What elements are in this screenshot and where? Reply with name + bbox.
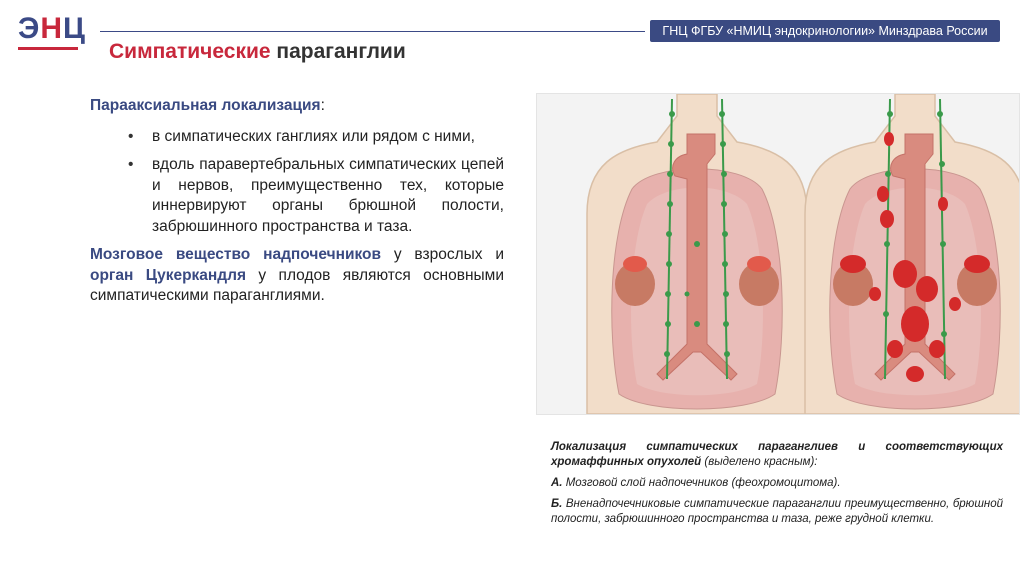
torso-a: [587, 94, 807, 414]
institution-banner: ГНЦ ФГБУ «НМИЦ эндокринологии» Минздрава России: [650, 20, 1000, 42]
header-divider: [100, 31, 645, 32]
torso-b: [805, 94, 1019, 414]
list-item: • вдоль паравертебральных симпатических цепей и нервов, преимущественно тех, которые иннервируют органы брюшной полости, забрюшинного пространства и таза.: [152, 155, 504, 237]
figure-caption: [551, 440, 1003, 533]
logo: ЭНЦ: [18, 12, 86, 45]
main-text: [90, 96, 504, 307]
logo-underline: [18, 47, 78, 50]
caption-b: Б. Вненадпочечниковые симпатические параганглии преимущественно, брюшной полости, забрюшинного пространства и таза, реже грудной клетки.: [551, 498, 1003, 525]
bullet-list: [90, 127, 504, 238]
anatomy-illustration: [537, 94, 1019, 414]
caption-a: А. Мозговой слой надпочечников (феохромоцитома).: [551, 477, 841, 489]
caption-title: Локализация симпатических параганглиев и соответствующих хромаффинных опухолей (выделено красным):: [551, 441, 1003, 468]
list-item: • в симпатических ганглиях или рядом с ними,: [152, 127, 504, 148]
anatomy-figure: [536, 93, 1020, 415]
paraganglia-paragraph: Мозговое вещество надпочечников у взрослых и орган Цукеркандля у плодов являются основными симпатическими параганглиями.: [90, 246, 504, 304]
sub-heading: Парааксиальная локализация:: [90, 97, 325, 114]
page-title: Симпатические параганглии: [109, 40, 406, 63]
